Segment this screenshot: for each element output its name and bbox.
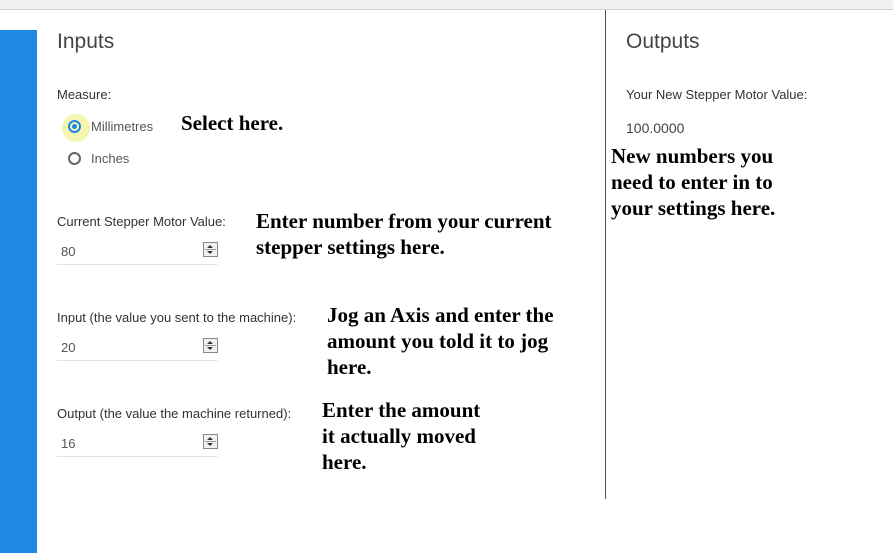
annotation-new-numbers xyxy=(611,143,775,221)
new-stepper-value: 100.0000 xyxy=(626,120,685,136)
radio-unchecked-icon[interactable] xyxy=(68,152,81,165)
spinner-icon[interactable] xyxy=(203,338,218,353)
inputs-heading: Inputs xyxy=(57,30,115,53)
annotation-line: here. xyxy=(322,450,367,474)
measure-label: Measure: xyxy=(57,87,112,102)
output-value-input[interactable] xyxy=(57,430,218,457)
annotation-line: it actually moved xyxy=(322,424,476,448)
annotation-select: Select here. xyxy=(181,111,284,135)
window-top-bar xyxy=(0,0,893,10)
annotation-line: need to enter in to xyxy=(611,170,773,194)
input-value-input[interactable] xyxy=(57,334,218,361)
input-label: Input (the value you sent to the machine): xyxy=(57,310,297,325)
radio-millimetres[interactable] xyxy=(68,119,153,134)
annotation-line: amount you told it to jog xyxy=(327,329,549,353)
spinner-icon[interactable] xyxy=(203,242,218,257)
current-stepper-value: 80 xyxy=(61,244,76,259)
column-divider xyxy=(605,10,606,499)
radio-checked-icon[interactable] xyxy=(68,120,81,133)
current-stepper-label: Current Stepper Motor Value: xyxy=(57,214,226,229)
sidebar-accent-strip xyxy=(0,30,37,553)
spinner-icon[interactable] xyxy=(203,434,218,449)
annotation-moved xyxy=(322,397,480,475)
radio-millimetres-label: Millimetres xyxy=(91,119,154,134)
annotation-line: here. xyxy=(327,355,372,379)
annotation-line: New numbers you xyxy=(611,144,774,168)
annotation-line: Enter number from your current xyxy=(256,209,552,233)
annotation-line: Enter the amount xyxy=(322,398,481,422)
output-label: Output (the value the machine returned): xyxy=(57,406,292,421)
radio-inches[interactable] xyxy=(68,151,129,166)
annotation-jog xyxy=(327,302,554,380)
annotation-line: Jog an Axis and enter the xyxy=(327,303,554,327)
current-stepper-input[interactable] xyxy=(57,238,218,265)
annotation-current xyxy=(256,208,552,260)
input-value: 20 xyxy=(61,340,76,355)
annotation-line: stepper settings here. xyxy=(256,235,445,259)
outputs-heading: Outputs xyxy=(626,30,700,53)
new-value-label: Your New Stepper Motor Value: xyxy=(626,87,808,102)
output-value: 16 xyxy=(61,436,76,451)
annotation-line: your settings here. xyxy=(611,196,776,220)
radio-inches-label: Inches xyxy=(91,151,130,166)
